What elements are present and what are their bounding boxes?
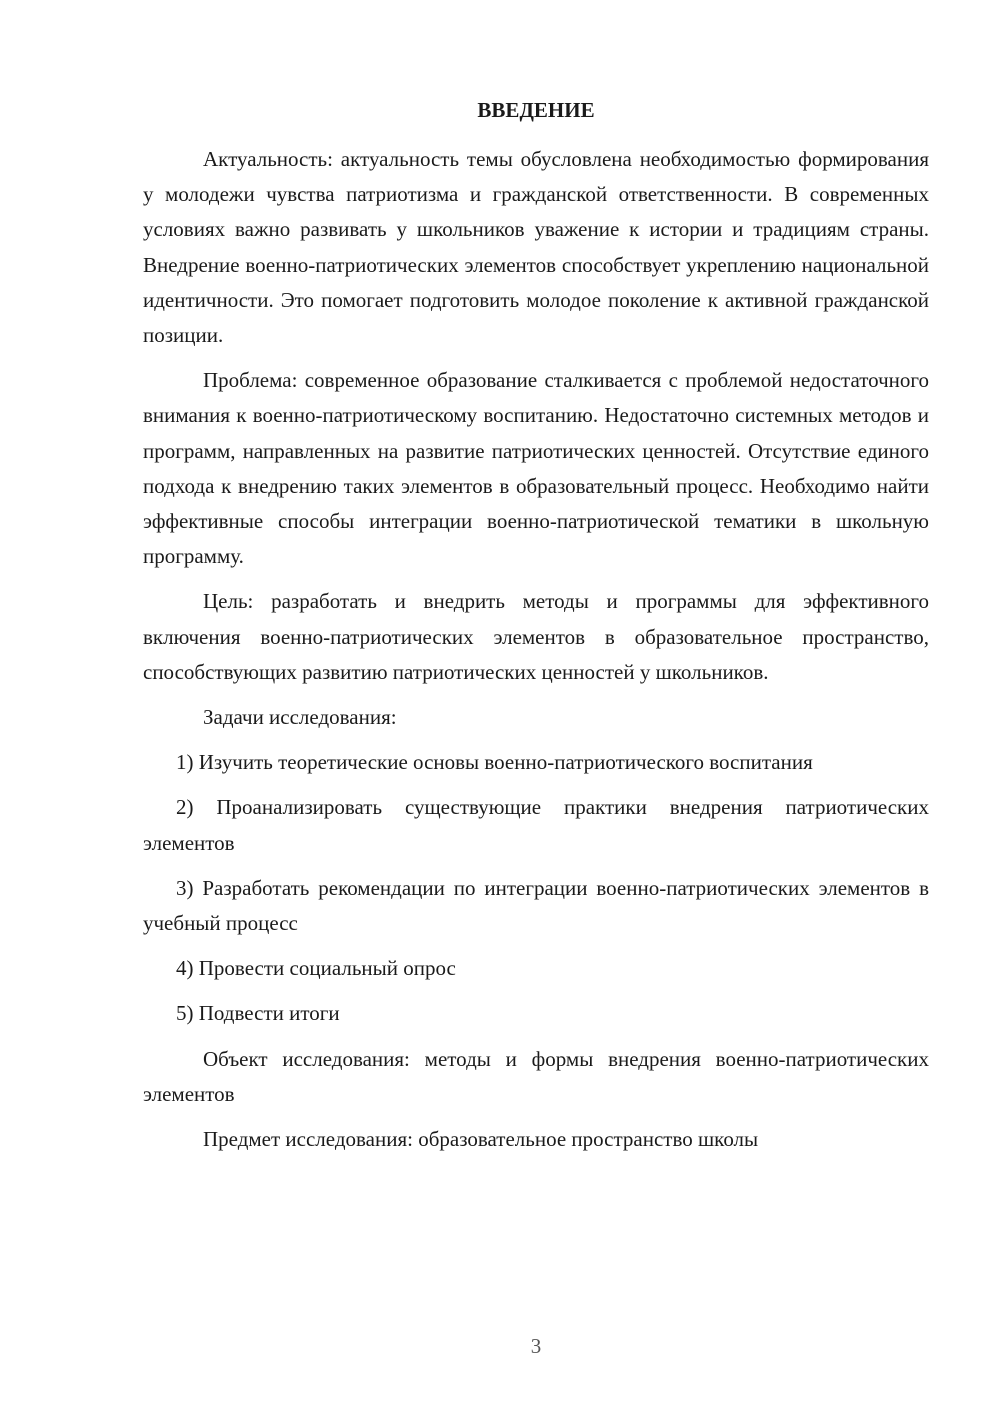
page-number: 3 (530, 1334, 542, 1358)
paragraph-problem: Проблема: современное образование сталкивается с проблемой недостаточного внимания к военно-патриотическому воспитанию. Недостаточно системных методов и программ, направленных на развитие патриотических ценностей. Отсутствие единого подхода к внедрению таких элементов в образовательный процесс. Необходимо найти эффективные способы интеграции военно-патриотической тематики в школьную программу. (143, 368, 929, 569)
task-item: 5) Подвести итоги (176, 1001, 340, 1026)
task-item: 4) Провести социальный опрос (176, 956, 456, 981)
paragraph-tasks-title: Задачи исследования: (203, 705, 397, 730)
task-item: 3) Разработать рекомендации по интеграции военно-патриотических элементов в учебный процесс (143, 875, 929, 936)
paragraph-relevance: Актуальность: актуальность темы обусловлена необходимостью формирования у молодежи чувства патриотизма и гражданской ответственности. В современных условиях важно развивать у школьников уважение к истории и традициям страны. Внедрение военно-патриотических элементов способствует укреплению национальной идентичности. Это помогает подготовить молодое поколение к активной гражданской позиции. (143, 147, 929, 348)
task-item: 2) Проанализировать существующие практики внедрения патриотических элементов (143, 795, 929, 855)
section-heading: ВВЕДЕНИЕ (477, 98, 595, 122)
task-item: 1) Изучить теоретические основы военно-патриотического воспитания (176, 750, 813, 775)
page-content (143, 95, 929, 1167)
paragraph-object: Объект исследования: методы и формы внедрения военно-патриотических элементов (143, 1046, 929, 1106)
paragraph-subject: Предмет исследования: образовательное пространство школы (203, 1127, 759, 1152)
paragraph-goal: Цель: разработать и внедрить методы и программы для эффективного включения военно-патриотических элементов в образовательное пространство, способствующих развитию патриотических ценностей у школьников. (143, 589, 929, 684)
